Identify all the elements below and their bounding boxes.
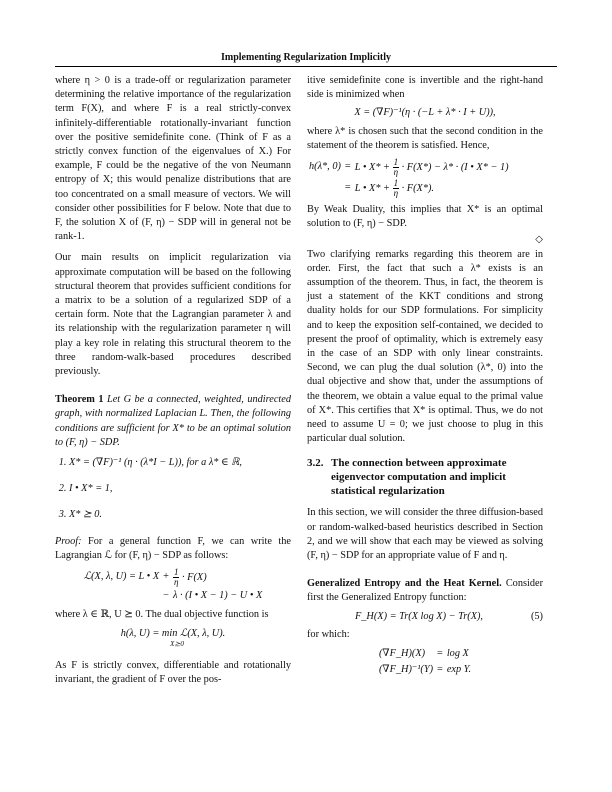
dual-value-equation bbox=[307, 157, 511, 199]
section-heading-3-2 bbox=[307, 456, 543, 498]
minus-sign: − bbox=[163, 590, 169, 602]
dual-intro: where λ ∈ ℝ, U ⪰ 0. The dual objective function is bbox=[55, 609, 269, 621]
paragraph-weak-duality: By Weak Duality, this implies that X* is an optimal solution to (F, η) − SDP. bbox=[307, 204, 543, 230]
condition-1: 1. X* = (∇F)⁻¹ (η · (λ*I − L)), for a λ* ∈ ℝ, bbox=[69, 456, 291, 470]
lagrangian-term-2: λ · (I • X − 1) − U • X bbox=[172, 590, 263, 602]
left-column bbox=[55, 74, 291, 687]
lagrangian-term-1: $\frac{1}{\eta}$ · F(X) bbox=[173, 567, 207, 588]
dual-value-row-1: L • X* + $\frac{1}{\eta}$ · F(X*) − λ* · (I • X* − 1) bbox=[354, 157, 509, 178]
theorem-conditions bbox=[55, 456, 291, 523]
inverse-gradient-lhs: (∇F_H)⁻¹(Y) bbox=[378, 664, 433, 676]
gradient-rhs: log X bbox=[446, 648, 469, 660]
qed-symbol: ◇ bbox=[535, 234, 543, 246]
gradient-lhs: (∇F_H)(X) bbox=[378, 648, 426, 660]
fraction-one-over-eta: $\frac{1}{\eta}$ bbox=[393, 157, 399, 178]
condition-3: 3. X* ⪰ 0. bbox=[69, 508, 291, 522]
gradient-equations bbox=[377, 646, 473, 678]
equation-5: F_H(X) = Tr(X log X) − Tr(X), (5) bbox=[307, 610, 543, 624]
equation-number: (5) bbox=[530, 610, 543, 622]
plus-sign: + bbox=[163, 571, 169, 583]
proof-label: Proof: bbox=[55, 535, 82, 547]
theorem-statement: Let G be a connected, weighted, undirected graph, with normalized Laplacian L. Then, the following conditions are sufficient for X* to be an optimal solution to (F, η) − SDP. bbox=[55, 394, 291, 448]
dual-value-row-2: L • X* + $\frac{1}{\eta}$ · F(X*). bbox=[354, 178, 434, 199]
proof-paragraph bbox=[55, 535, 291, 563]
right-column bbox=[307, 74, 543, 683]
theorem-1 bbox=[55, 393, 291, 450]
paragraph-invertible: itive semidefinite cone is invertible and the right-hand side is minimized when bbox=[307, 75, 543, 101]
inverse-gradient-rhs: exp Y. bbox=[446, 664, 472, 676]
lagrangian-equation bbox=[82, 567, 265, 604]
fraction-one-over-eta: $\frac{1}{\eta}$ bbox=[173, 567, 179, 588]
lagrangian-lhs: ℒ(X, λ, U) = L • X bbox=[83, 571, 160, 583]
equals-sign: = bbox=[344, 182, 351, 194]
equals-sign: = bbox=[344, 161, 351, 173]
proof-text: For a general function F, we can write the Lagrangian ℒ for (F, η) − SDP as follows: bbox=[55, 535, 291, 561]
paragraph-regularization-parameter: where η > 0 is a trade-off or regularization parameter determining the relative importance of the regularization term F(X), and where F is a real strictly-convex infinitely-differentiable rotationally-invariant function over the positive semidefinite cone. (Think of F as a strictly convex function of the eigenvalues of X.) For example, F could be the negative of the von Neumann entropy of X; this would penalize distributions that are too concentrated on a small measure of vectors. We will consider other possibilities for F below. Note that due to F, the solution X of (F, η) − SDP will in general not be rank-1. bbox=[55, 75, 291, 243]
paragraph-main-results: Our main results on implicit regularization via approximate computation will be based on the following structural theorem that provides sufficient conditions for a matrix to be a solution of a regularized SDP of a certain form. Note that the Lagrangian parameter λ and its relationship with the regularization parameter η will play a key role in relating this structural theorem to the three random-walk-based procedures described previously. bbox=[55, 252, 291, 378]
paragraph-section-intro: In this section, we will consider the three diffusion-based or random-walked-based heuristics described in Section 2, and we will show that each may be viewed as solving (F, η) − SDP for an appropriate value of F and η. bbox=[307, 507, 543, 562]
paragraph-strictly-convex: As F is strictly convex, differentiable and rotationally invariant, the gradient of F over the pos- bbox=[55, 659, 291, 685]
paragraph-clarifying-remarks: Two clarifying remarks regarding this theorem are in order. First, the fact that such a λ* exists is an assumption of the theorem. Thus, in fact, the theorem is just a statement of the KKT conditions and strong duality holds for our SDP formulations. For simplicity and to keep the exposition self-contained, we decided to present the proof of optimality, which is extremely easy in the case of an SDP with only linear constraints. Second, we can plug the dual solution (λ*, 0) into the dual objective and show that, under the assumptions of the theorem, we obtain a value equal to the primal value of X*. This certifies that X* is optimal. Thus, we do not need to assume U = 0; we just choose to plug in this particular dual solution. bbox=[307, 248, 543, 445]
dual-objective-equation: h(λ, U) = min ℒ(X, λ, U). X⪰0 bbox=[55, 627, 291, 648]
equals-sign: = bbox=[437, 648, 443, 660]
paragraph-lambda-chosen: where λ* is chosen such that the second condition in the statement of the theorem is satisfied. Hence, bbox=[307, 125, 543, 151]
theorem-label: Theorem 1 bbox=[55, 394, 104, 406]
condition-2: 2. I • X* = 1, bbox=[69, 482, 291, 496]
min-subscript: X⪰0 bbox=[170, 639, 184, 648]
section-title: The connection between approximate eigenvector computation and implicit statistical regularization bbox=[331, 457, 507, 498]
section-number: 3.2. bbox=[307, 457, 324, 470]
equals-sign: = bbox=[437, 664, 443, 676]
running-header: Implementing Regularization Implicitly bbox=[55, 52, 557, 67]
minimizer-equation: X = (∇F)⁻¹(η · (−L + λ* · I + U)), bbox=[354, 107, 496, 119]
fraction-one-over-eta: $\frac{1}{\eta}$ bbox=[393, 178, 399, 199]
dual-value-lhs: h(λ*, 0) bbox=[309, 161, 341, 173]
paragraph-lead-heading: Generalized Entropy and the Heat Kernel. bbox=[307, 578, 502, 590]
paragraph-generalized-entropy: Generalized Entropy and the Heat Kernel. Consider first the Generalized Entropy function: bbox=[307, 578, 543, 604]
for-which-text: for which: bbox=[307, 628, 350, 640]
